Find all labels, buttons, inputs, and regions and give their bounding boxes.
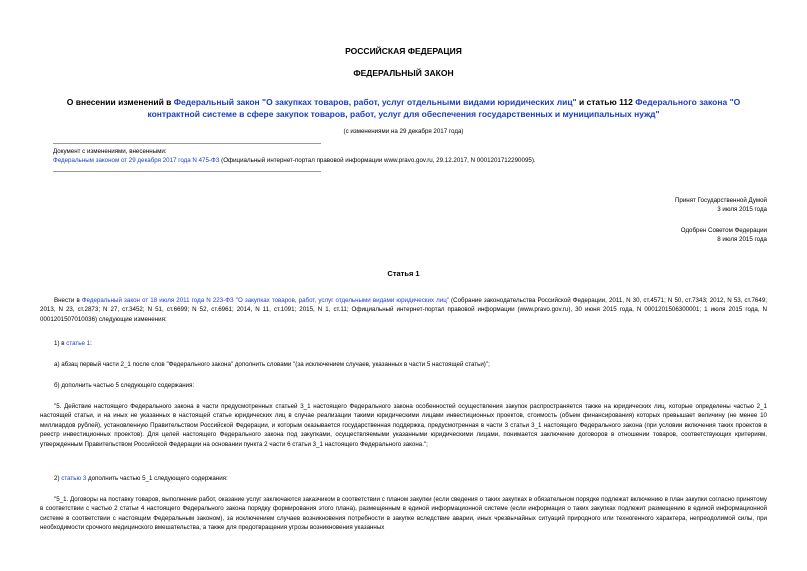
item-1-prefix: 1) в: [54, 340, 67, 347]
item-1a: а) абзац первый части 2_1 после слов "Федерального закона" дополнить словами "(за исключением случаев, указанных в части 5 настоящей статьи)";: [54, 361, 490, 368]
duma-adoption: [675, 196, 767, 214]
item-1b: б) дополнить частью 5 следующего содержания:: [54, 382, 195, 389]
item-2-link[interactable]: статью 3: [61, 475, 87, 482]
amending-law-details: (Официальный интернет-портал правовой информации www.pravo.gov.ru, 29.12.2017, N 0001201712290095).: [219, 157, 536, 164]
intro-rest: (Собрание законодательства Российской Федерации, 2011, N 30, ст.4571; N 50, ст.7343; 2012, N 53, ст.7649; 2013, N 23, ст.2873; N 27, ст.3452; N 51, ст.6699; N 52, ст.6961; 2014, N 11, ст.1091; 2015, N 1, ст.11; Официальный интернет-портал правовой информации (www.pravo.gov.ru), 30 июня 2015 года, N 0001201506300001; 1 июля 2015 года, N 0001201507010036) следующие изменения:: [40, 297, 767, 323]
intro-law-link[interactable]: Федеральный закон от 18 июля 2011 года N 223-ФЗ "О закупках товаров, работ, услуг отдельными видами юридических лиц": [81, 297, 449, 304]
law-type-heading: ФЕДЕРАЛЬНЫЙ ЗАКОН: [353, 68, 454, 78]
article-heading: Статья 1: [387, 269, 420, 278]
law-title-link-2[interactable]: Федерального закона "О контрактной системе в сфере закупок товаров, работ, услуг для обеспечения государственных и муниципальных нужд": [147, 97, 741, 119]
item-2-prefix: 2): [54, 475, 62, 482]
law-title: [40, 96, 767, 120]
country-heading: РОССИЙСКАЯ ФЕДЕРАЦИЯ: [345, 46, 462, 56]
council-approval-date: 8 июля 2015 года: [717, 236, 767, 243]
edition-note: (с изменениями на 29 декабря 2017 года): [343, 128, 464, 135]
item-2: [40, 474, 767, 483]
divider-bottom: [53, 171, 321, 172]
item-1: [40, 339, 767, 348]
changes-box-line: [53, 157, 753, 164]
item-2-rest: дополнить частью 5_1 следующего содержания:: [86, 475, 228, 482]
item-1-suffix: :: [90, 340, 92, 347]
quote-part-5-1: "5_1. Договоры на поставку товаров, выполнение работ, оказание услуг заключаются заказчиком в соответствии с планом закупки (если сведения о таких закупках в обязательном порядке подлежат включению в план закупки согласно принятому в соответствии с частью 2 статьи 4 настоящего Федерального закона порядку формирования этого плана), размещенным в единой информационной системе (если информация о таких закупках подлежит размещению в единой информационной системе в соответствии с настоящим Федеральным законом), за исключением случаев возникновения потребности в закупке вследствие аварии, иных чрезвычайных ситуаций природного или техногенного характера, непреодолимой силы, при необходимости срочного медицинского вмешательства, а также для предотвращения угрозы возникновения указанных: [40, 496, 767, 532]
divider-top: [53, 143, 321, 144]
law-title-middle: и статью 112: [576, 97, 636, 107]
council-approval-label: Одобрен Советом Федерации: [680, 227, 767, 234]
law-title-link-1[interactable]: Федеральный закон "О закупках товаров, работ, услуг отдельными видами юридических лиц": [173, 97, 577, 107]
duma-adoption-label: Принят Государственной Думой: [674, 197, 767, 204]
amending-law-link[interactable]: Федеральным законом от 29 декабря 2017 года N 475-ФЗ: [53, 157, 220, 164]
item-1-link[interactable]: статье 1: [66, 340, 91, 347]
changes-box-label: Документ с изменениями, внесенными:: [53, 148, 167, 155]
duma-adoption-date: 3 июля 2015 года: [717, 206, 767, 213]
intro-prefix: Внести в: [54, 297, 82, 304]
council-approval: [681, 226, 767, 244]
law-title-prefix: О внесении изменений в: [66, 97, 174, 107]
article-intro: [40, 296, 767, 324]
quote-part-5: "5. Действие настоящего Федерального закона в части предусмотренных статьей 3_1 настоящего Федерального закона особенностей осуществления закупок распространяется также на юридических лиц, которые определены частью 2_1 настоящей статьи, и на иных не указанных в настоящей статье юридических лиц в случае реализации такими юридическими лицами инвестиционных проектов, стоимость (объем финансирования) которых превышает величину (не менее 10 миллиардов рублей), установленную Правительством Российской Федерации, и которым оказывается государственная поддержка, предусмотренная в части 3 статьи 3_1 настоящего Федерального закона (при условии включения таких проектов в реестр инвестиционных проектов). Для целей настоящего Федерального закона под закупками, осуществляемыми указанными юридическими лицами, понимается заключение договоров в отношении товаров, соответствующих критериям, утвержденным Правительством Российской Федерации на основании пункта 2 части 6 статьи 3_1 настоящего Федерального закона.";: [40, 403, 767, 448]
